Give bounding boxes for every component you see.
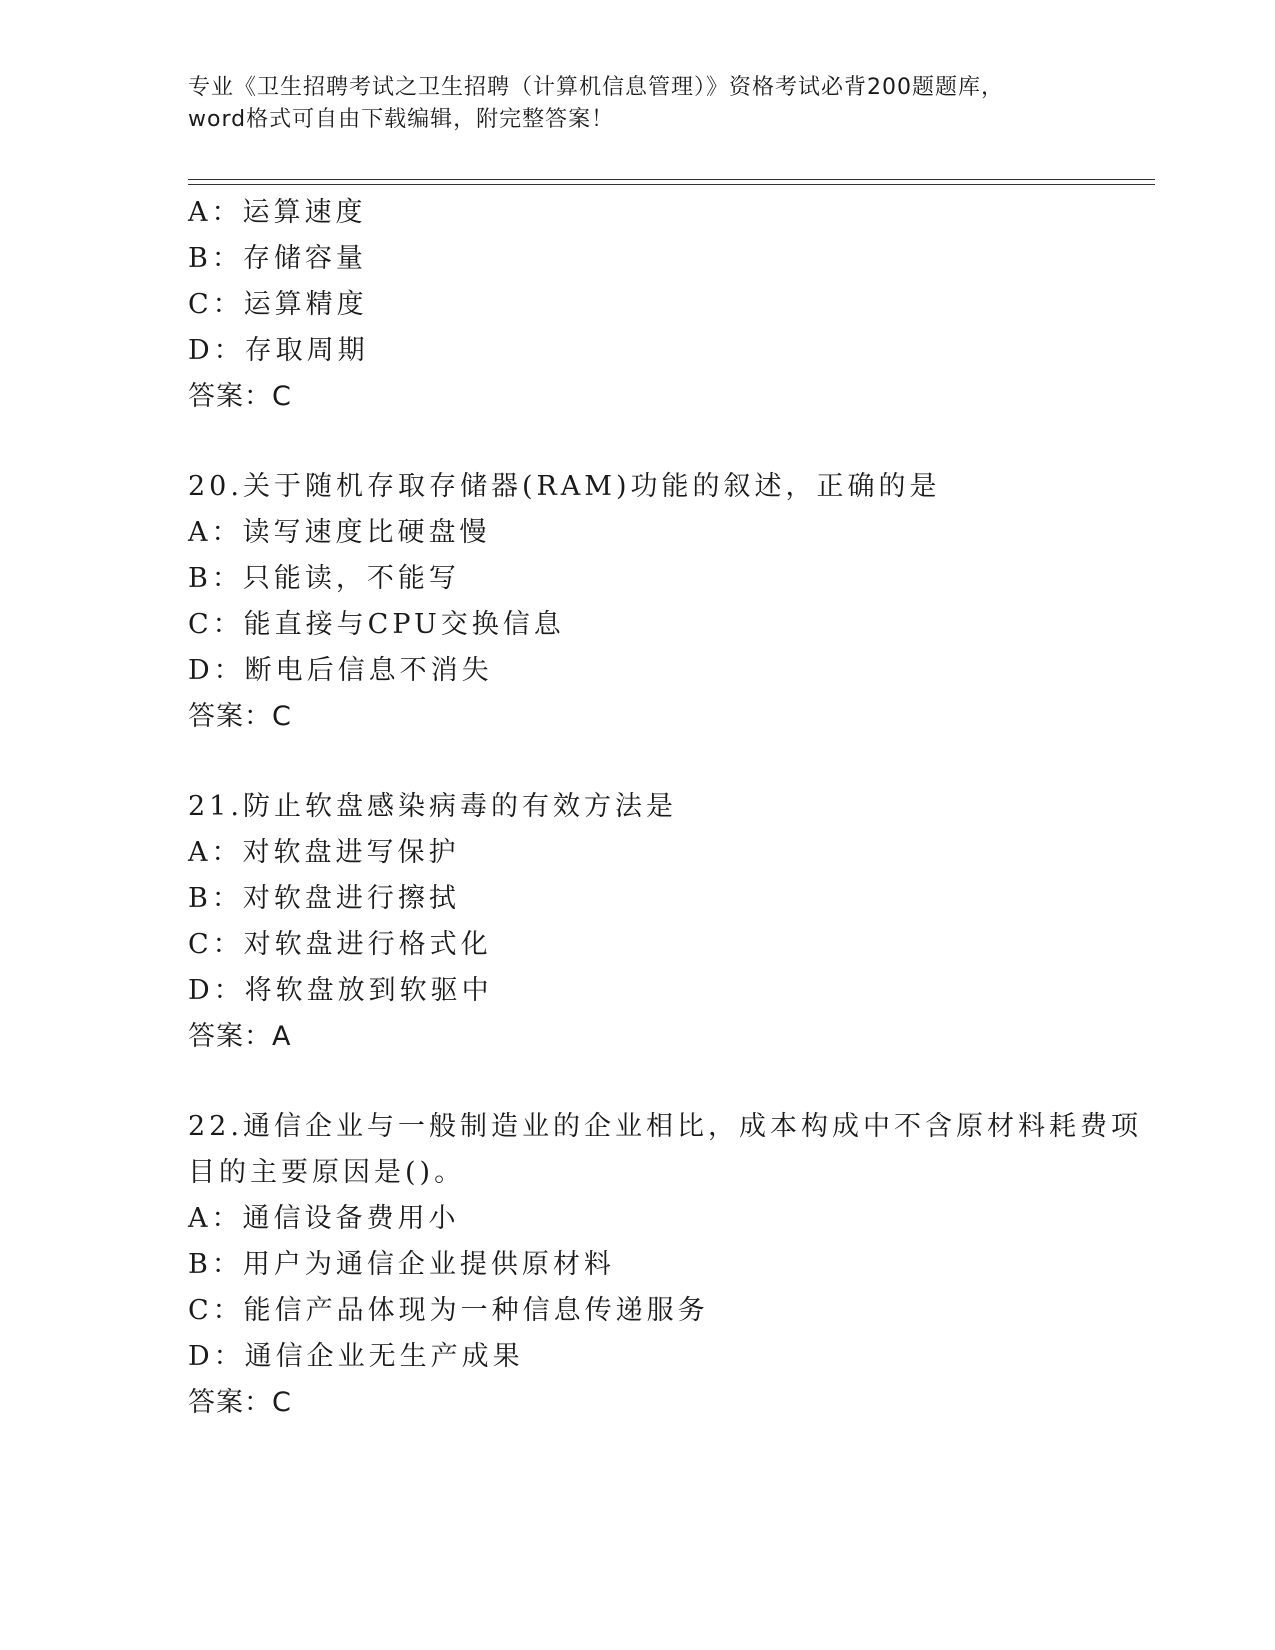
question-block-19	[188, 190, 1088, 420]
option-a: A：对软盘进写保护	[188, 837, 460, 868]
question-list	[188, 190, 1142, 1426]
option-c: C：对软盘进行格式化	[188, 929, 492, 960]
answer-line: 答案：C	[188, 701, 292, 732]
option-b: B：存储容量	[188, 243, 367, 274]
header-divider-top	[188, 179, 1155, 180]
question-block-22	[188, 1104, 1142, 1426]
option-c: C：能信产品体现为一种信息传递服务	[188, 1295, 709, 1326]
header-line-2: word格式可自由下载编辑，附完整答案！	[188, 107, 615, 132]
option-d: D：通信企业无生产成果	[188, 1341, 524, 1372]
answer-line: 答案：C	[188, 381, 292, 412]
answer-line: 答案：C	[188, 1387, 292, 1418]
option-a: A：运算速度	[188, 197, 367, 228]
option-d: D：存取周期	[188, 335, 369, 366]
option-b: B：对软盘进行擦拭	[188, 883, 460, 914]
option-a: A：读写速度比硬盘慢	[188, 517, 491, 548]
spacer	[188, 420, 1088, 464]
question-block-20	[188, 464, 1088, 740]
option-a: A：通信设备费用小	[188, 1203, 460, 1234]
question-text: 21.防止软盘感染病毒的有效方法是	[188, 791, 677, 822]
question-block-21	[188, 784, 1088, 1060]
option-c: C：能直接与CPU交换信息	[188, 609, 565, 640]
spacer	[188, 740, 1088, 784]
option-d: D：将软盘放到软驱中	[188, 975, 493, 1006]
question-text-line-1: 22.通信企业与一般制造业的企业相比，成本构成中不含原材料耗费项	[188, 1111, 1142, 1142]
question-text-line-2: 目的主要原因是()。	[188, 1157, 466, 1188]
header-line-1: 专业《卫生招聘考试之卫生招聘（计算机信息管理）》资格考试必背200题题库，	[188, 75, 1004, 100]
option-d: D：断电后信息不消失	[188, 655, 493, 686]
option-b: B：用户为通信企业提供原材料	[188, 1249, 615, 1280]
option-b: B：只能读，不能写	[188, 563, 460, 594]
option-c: C：运算精度	[188, 289, 368, 320]
header-divider-bottom	[188, 184, 1155, 185]
document-header	[188, 72, 1088, 136]
question-text: 20.关于随机存取存储器(RAM)功能的叙述，正确的是	[188, 471, 941, 502]
spacer	[188, 1060, 1088, 1104]
answer-line: 答案：A	[188, 1021, 292, 1052]
